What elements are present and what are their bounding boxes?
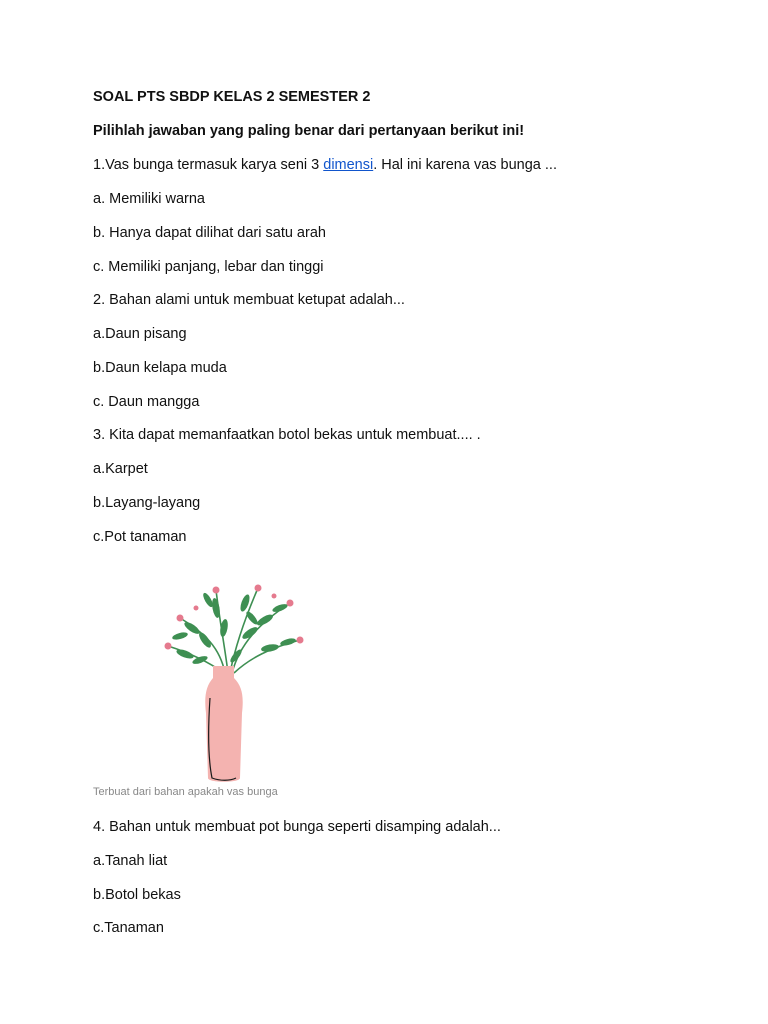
- question-3-option-a: a.Karpet: [93, 461, 148, 477]
- question-2-option-a: a.Daun pisang: [93, 326, 187, 342]
- question-4-option-c: c.Tanaman: [93, 920, 164, 936]
- question-4: 4. Bahan untuk membuat pot bunga seperti disamping adalah...: [93, 819, 501, 835]
- dimensi-link[interactable]: dimensi: [323, 157, 374, 173]
- question-1-option-c: c. Memiliki panjang, lebar dan tinggi: [93, 259, 324, 275]
- question-1-option-b: b. Hanya dapat dilihat dari satu arah: [93, 225, 326, 241]
- question-4-option-a: a.Tanah liat: [93, 853, 168, 869]
- question-2: 2. Bahan alami untuk membuat ketupat adalah...: [93, 292, 405, 308]
- vase-body: [205, 666, 242, 782]
- page-title: SOAL PTS SBDP KELAS 2 SEMESTER 2: [93, 89, 371, 105]
- leaves: [171, 592, 296, 666]
- question-4-option-b: b.Botol bekas: [93, 887, 181, 903]
- flower-vase-illustration: [150, 578, 310, 786]
- question-3-option-b: b.Layang-layang: [93, 495, 201, 511]
- question-1-option-a: a. Memiliki warna: [93, 191, 205, 207]
- figure-caption: Terbuat dari bahan apakah vas bunga: [93, 786, 278, 798]
- question-2-option-b: b.Daun kelapa muda: [93, 360, 227, 376]
- question-3: 3. Kita dapat memanfaatkan botol bekas untuk membuat.... .: [93, 427, 481, 443]
- flowers: [165, 585, 304, 650]
- question-1: [93, 156, 557, 174]
- question-3-option-c: c.Pot tanaman: [93, 529, 187, 545]
- question-1-prefix: 1.Vas bunga termasuk karya seni 3: [93, 157, 324, 173]
- instruction-text: Pilihlah jawaban yang paling benar dari pertanyaan berikut ini!: [93, 123, 525, 139]
- question-2-option-c: c. Daun mangga: [93, 394, 200, 410]
- question-1-suffix: . Hal ini karena vas bunga ...: [373, 157, 557, 173]
